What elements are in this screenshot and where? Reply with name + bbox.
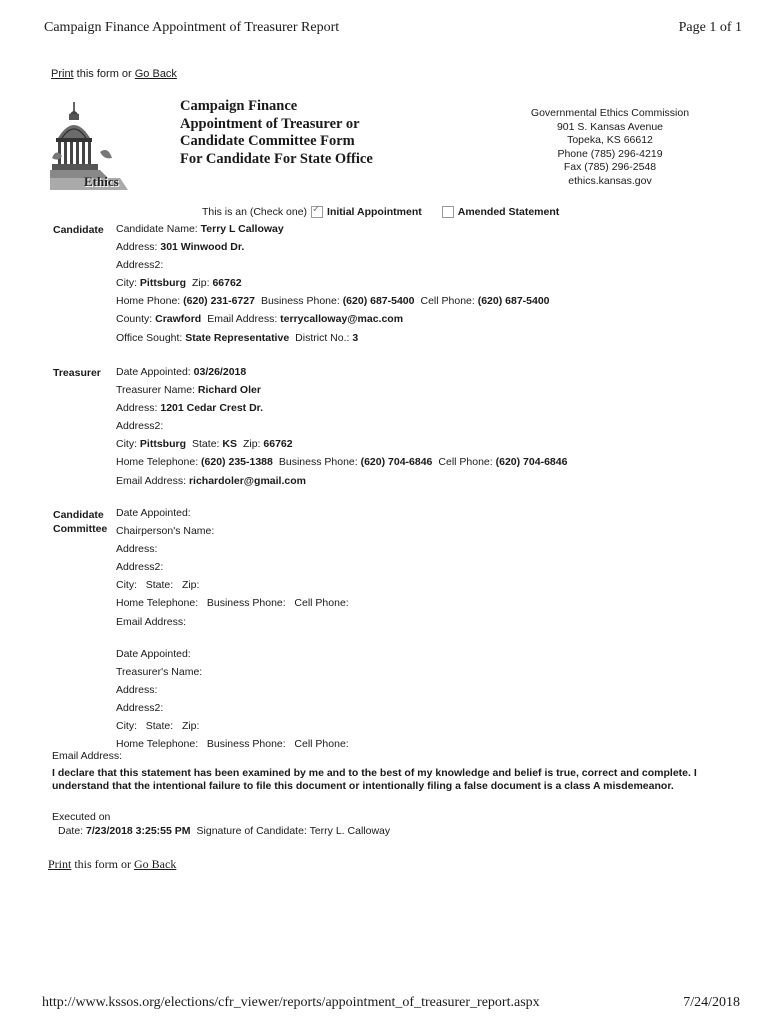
candidate-name-value: Terry L Calloway xyxy=(200,223,284,235)
agency-street: 901 S. Kansas Avenue xyxy=(556,120,664,133)
form-title-line-3: Candidate Committee Form xyxy=(180,133,355,149)
treasurer-business-phone-value: (620) 704-6846 xyxy=(360,456,433,469)
treasurer-zip-value: 66762 xyxy=(263,438,293,451)
form-title-line-1: Campaign Finance xyxy=(180,98,298,114)
page-number: Page 1 of 1 xyxy=(678,20,742,35)
candidate-email-value: terrycalloway@mac.com xyxy=(280,313,404,326)
treasurer-name-label: Treasurer Name: xyxy=(116,384,195,397)
committee-treasurer-date-row: Date Appointed: xyxy=(116,648,191,660)
candidate-cell-phone-value: (620) 687-5400 xyxy=(477,295,550,308)
execution-row xyxy=(52,824,390,838)
committee-chair-row: Chairperson's Name: xyxy=(116,525,215,538)
candidate-name-row xyxy=(116,220,550,238)
treasurer-name-row xyxy=(116,381,567,399)
treasurer-city-row xyxy=(116,435,567,453)
nav-separator: this form or xyxy=(73,68,135,80)
agency-fax: Fax (785) 296-2548 xyxy=(563,161,657,173)
amended-statement-checkbox[interactable] xyxy=(442,206,454,218)
committee-phones-row: Home Telephone: Business Phone: Cell Phone: xyxy=(116,597,349,610)
treasurer-email-label: Email Address: xyxy=(116,474,187,487)
form-title-line-4: For Candidate For State Office xyxy=(180,150,373,167)
candidate-office-row xyxy=(116,329,550,347)
committee-details xyxy=(116,504,349,631)
committee-label-line-2: Committee xyxy=(53,523,108,535)
committee-treasurer-name-row: Treasurer's Name: xyxy=(116,666,203,679)
candidate-business-phone-value: (620) 687-5400 xyxy=(342,295,415,308)
agency-website: ethics.kansas.gov xyxy=(568,174,652,187)
committee-treasurer-address2-row: Address2: xyxy=(116,702,164,715)
candidate-address2-row: Address2: xyxy=(116,259,164,272)
treasurer-state-value: KS xyxy=(222,438,237,451)
signature-label: Signature of Candidate: xyxy=(196,825,307,837)
bottom-nav-links xyxy=(48,857,176,872)
agency-phone: Phone (785) 296-4219 xyxy=(557,147,663,160)
seal-text: Ethics xyxy=(84,174,119,189)
form-title xyxy=(180,98,373,168)
form-title-line-2: Appointment of Treasurer or xyxy=(180,115,360,132)
candidate-district-label: District No.: xyxy=(295,331,350,344)
candidate-county-value: Crawford xyxy=(155,313,202,326)
candidate-zip-value: 66762 xyxy=(212,277,242,290)
treasurer-phones-row xyxy=(116,453,567,471)
candidate-section-label: Candidate xyxy=(53,224,104,236)
ethics-seal-logo xyxy=(50,98,142,194)
treasurer-home-phone-label: Home Telephone: xyxy=(116,456,199,469)
execution-date-value: 7/23/2018 3:25:55 PM xyxy=(86,825,191,837)
treasurer-state-label: State: xyxy=(192,438,220,451)
committee-treasurer-city-row: City: State: Zip: xyxy=(116,720,200,733)
executed-on-label: Executed on xyxy=(52,811,111,823)
document-title: Campaign Finance Appointment of Treasurer Report xyxy=(44,20,340,35)
committee-address2-row: Address2: xyxy=(116,561,164,574)
treasurer-zip-label: Zip: xyxy=(242,438,261,451)
footer-url: http://www.kssos.org/elections/cfr_viewer/reports/appointment_of_treasurer_report.aspx xyxy=(42,995,540,1010)
candidate-name-label: Candidate Name: xyxy=(116,223,198,235)
committee-date-row: Date Appointed: xyxy=(116,507,191,519)
agency-name: Governmental Ethics Commission xyxy=(530,107,690,119)
treasurer-email-value: richardoler@gmail.com xyxy=(188,474,306,487)
committee-email-row: Email Address: xyxy=(116,615,187,628)
statement-type-prompt: This is an (Check one) xyxy=(202,206,308,218)
treasurer-cell-phone-value: (620) 704-6846 xyxy=(495,456,568,469)
candidate-address-label: Address: xyxy=(116,241,158,254)
committee-treasurer-address-row: Address: xyxy=(116,684,158,697)
candidate-county-label: County: xyxy=(116,313,153,326)
execution-date-label: Date: xyxy=(58,825,84,837)
agency-city: Topeka, KS 66612 xyxy=(567,134,653,146)
treasurer-home-phone-value: (620) 235-1388 xyxy=(201,456,273,469)
treasurer-details xyxy=(116,363,567,490)
candidate-county-email-row xyxy=(116,310,550,328)
go-back-link[interactable]: Go Back xyxy=(134,68,177,80)
initial-appointment-label: Initial Appointment xyxy=(327,206,422,218)
go-back-link-bottom[interactable]: Go Back xyxy=(134,857,177,871)
candidate-office-value: State Representative xyxy=(185,331,290,344)
footer-date: 7/24/2018 xyxy=(683,995,740,1010)
treasurer-date-row xyxy=(116,363,567,381)
amended-statement-label: Amended Statement xyxy=(457,206,560,218)
treasurer-section-label: Treasurer xyxy=(53,367,101,379)
candidate-address-value: 301 Winwood Dr. xyxy=(160,241,245,254)
candidate-city-label: City: xyxy=(116,277,137,290)
candidate-city-row xyxy=(116,274,550,292)
treasurer-city-value: Pittsburg xyxy=(139,438,187,451)
initial-appointment-checkbox[interactable] xyxy=(311,206,323,218)
candidate-district-value: 3 xyxy=(352,331,359,344)
committee-treasurer-email-row: Email Address: xyxy=(52,750,123,762)
treasurer-email-row xyxy=(116,472,567,490)
treasurer-date-value: 03/26/2018 xyxy=(193,366,247,378)
treasurer-business-phone-label: Business Phone: xyxy=(278,456,358,469)
nav-separator-bottom: this form or xyxy=(71,857,135,871)
candidate-cell-phone-label: Cell Phone: xyxy=(420,295,475,308)
print-link-bottom[interactable]: Print xyxy=(48,857,72,871)
agency-contact-block xyxy=(510,107,710,188)
statement-type-row xyxy=(202,206,559,218)
committee-label-line-1: Candidate xyxy=(53,509,104,521)
candidate-phones-row xyxy=(116,292,550,310)
candidate-email-label: Email Address: xyxy=(207,313,278,326)
treasurer-city-label: City: xyxy=(116,438,137,451)
signature-value: Terry L. Calloway xyxy=(309,825,391,837)
treasurer-name-value: Richard Oler xyxy=(197,384,261,397)
declaration-text: I declare that this statement has been examined by me and to the best of my knowledge and belief is true, correct and complete. I understand that the intentional failure to file this document or intentionally filing a false document is a class A misdemeanor. xyxy=(52,767,697,792)
top-nav-links xyxy=(51,68,177,80)
execution-block xyxy=(52,810,390,838)
candidate-business-phone-label: Business Phone: xyxy=(260,295,340,308)
treasurer-cell-phone-label: Cell Phone: xyxy=(438,456,493,469)
committee-treasurer-details xyxy=(116,645,349,754)
candidate-office-label: Office Sought: xyxy=(116,331,183,344)
candidate-details xyxy=(116,220,550,347)
candidate-home-phone-label: Home Phone: xyxy=(116,295,181,308)
candidate-zip-label: Zip: xyxy=(192,277,210,290)
treasurer-address-value: 1201 Cedar Crest Dr. xyxy=(160,402,264,415)
committee-address-row: Address: xyxy=(116,543,158,556)
candidate-home-phone-value: (620) 231-6727 xyxy=(183,295,255,308)
treasurer-address-label: Address: xyxy=(116,402,158,415)
committee-treasurer-phones-row: Home Telephone: Business Phone: Cell Phone: xyxy=(116,738,349,751)
committee-city-row: City: State: Zip: xyxy=(116,579,200,592)
candidate-address-row xyxy=(116,238,550,256)
print-link[interactable]: Print xyxy=(51,68,74,80)
treasurer-date-label: Date Appointed: xyxy=(116,366,191,378)
candidate-city-value: Pittsburg xyxy=(139,277,187,290)
treasurer-address2-row: Address2: xyxy=(116,420,164,433)
committee-section-label xyxy=(53,508,107,536)
treasurer-address-row xyxy=(116,399,567,417)
